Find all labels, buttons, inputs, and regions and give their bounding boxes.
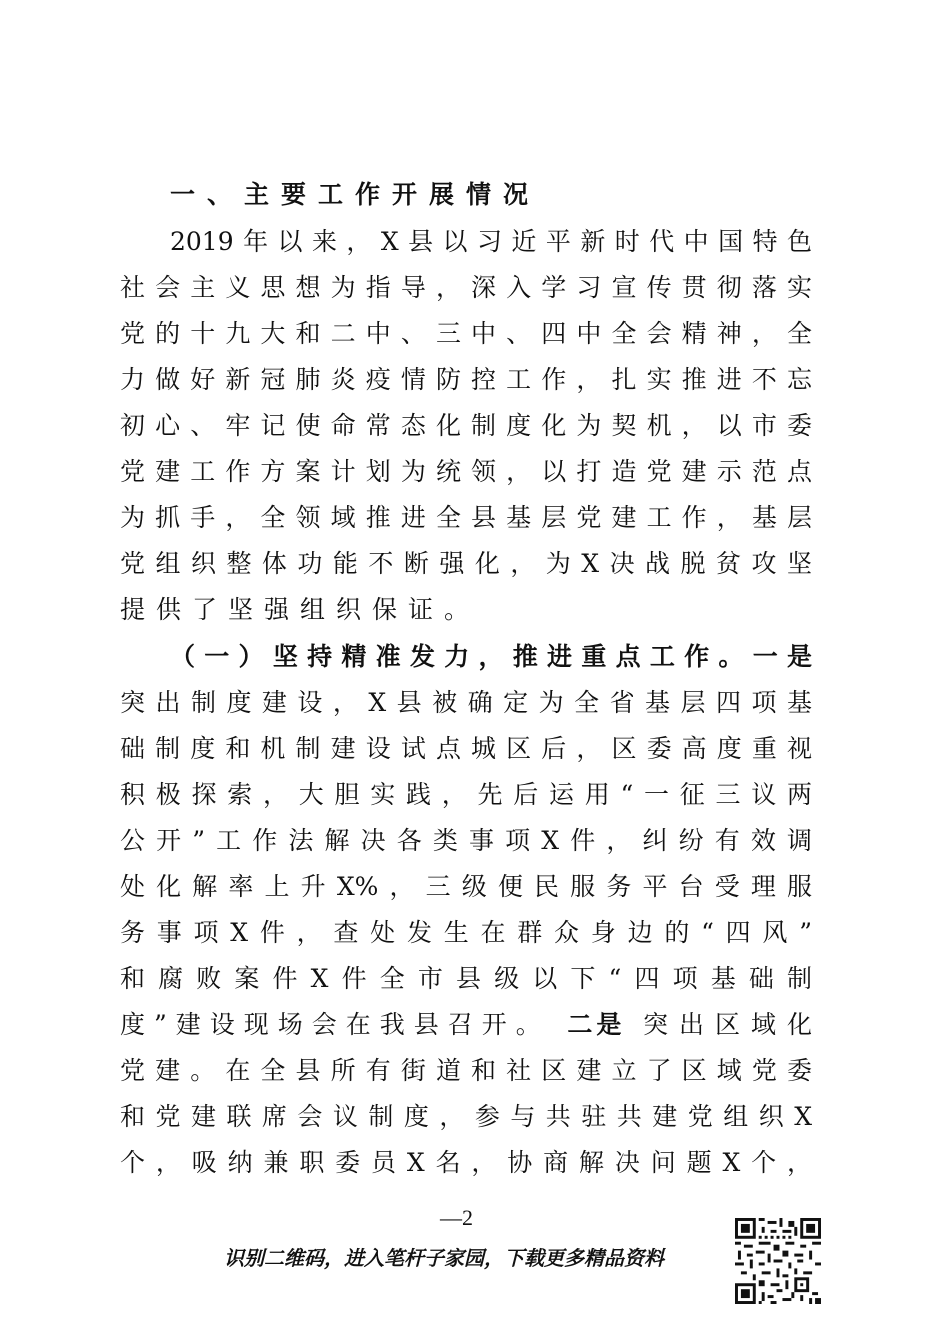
text-line: 处化解率上升X%，三级便民服务平台受理服 [120,872,812,901]
text-segment: 度”建设现场会在我县召开。 [120,1010,550,1039]
bold-marker: 二是 [567,1010,626,1039]
text-line: 础制度和机制建设试点城区后，区委高度重视 [120,734,812,763]
text-line: 党建。在全县所有街道和社区建立了区域党委 [120,1056,812,1085]
section-heading: 一、主要工作开展情况 [170,180,541,209]
text-line: 和党建联席会议制度，参与共驻共建党组织X [120,1102,812,1131]
footer-promo-text: 识别二维码，进入笔杆子家园，下载更多精品资料 [224,1246,664,1270]
text-segment: 突出区域化 [642,1010,823,1039]
text-line: 2019年以来，X县以习近平新时代中国特色 [170,227,812,256]
text-line: 和腐败案件X件全市县级以下“四项基础制 [120,964,812,993]
text-line: 党建工作方案计划为统领，以打造党建示范点 [120,457,812,486]
page-number: —2 [440,1205,473,1230]
text-line: 突出制度建设，X县被确定为全省基层四项基 [120,688,812,717]
text-line: 公开”工作法解决各类事项X件，纠纷有效调 [120,826,812,855]
text-line: 社会主义思想为指导，深入学习宣传贯彻落实 [120,273,812,302]
text-line: 为抓手，全领域推进全县基层党建工作，基层 [120,503,812,532]
text-line: 积极探索，大胆实践，先后运用“一征三议两 [120,780,812,809]
text-line: 党的十九大和二中、三中、四中全会精神，全 [120,319,812,348]
text-line: 初心、牢记使命常态化制度化为契机，以市委 [120,411,812,440]
text-line: 力做好新冠肺炎疫情防控工作，扎实推进不忘 [120,365,812,394]
subheading-line: （一）坚持精准发力，推进重点工作。一是 [170,642,812,671]
text-line: 务事项X件，查处发生在群众身边的“四风” [120,918,812,947]
text-line: 个，吸纳兼职委员X名，协商解决问题X个， [120,1148,812,1177]
text-line: 提供了坚强组织保证。 [120,595,481,624]
text-line: 党组织整体功能不断强化，为X决战脱贫攻坚 [120,549,812,578]
qr-code-icon[interactable] [735,1218,821,1304]
text-line-mixed [120,1005,823,1045]
